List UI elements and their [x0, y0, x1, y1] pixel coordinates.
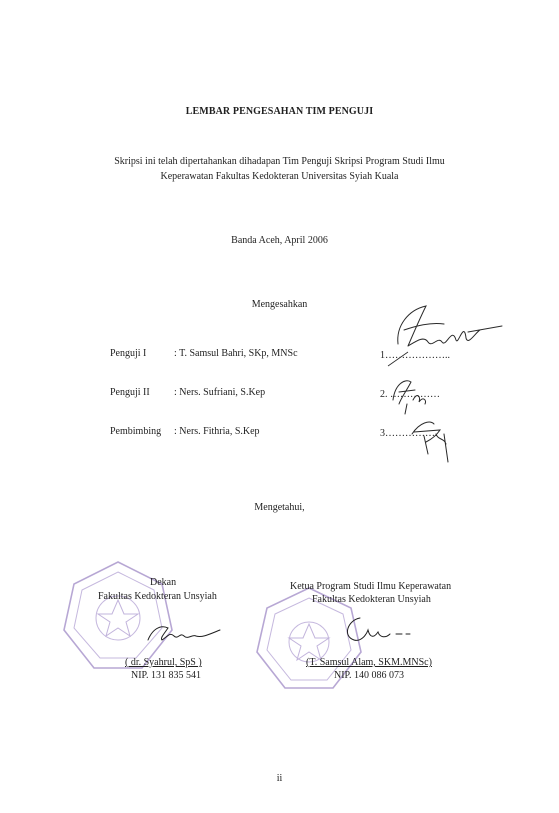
place-date: Banda Aceh, April 2006 — [231, 235, 328, 246]
intro-line-1: Skripsi ini telah dipertahankan dihadapan Tim Penguji Skripsi Program Studi Ilmu — [114, 156, 445, 167]
examiner-3-name: : Ners. Fithria, S.Kep — [174, 426, 260, 437]
dean-faculty: Fakultas Kedokteran Unsyiah — [98, 591, 217, 602]
intro-line-2: Keperawatan Fakultas Kedokteran Universitas Syiah Kuala — [160, 171, 399, 182]
page-number: ii — [276, 773, 283, 784]
dean-signature — [140, 612, 230, 652]
dean-nip: NIP. 131 835 541 — [131, 670, 202, 681]
mengesahkan-heading: Mengesahkan — [251, 299, 308, 310]
dean-title: Dekan — [150, 577, 177, 588]
examiner-1-signature — [368, 296, 508, 376]
mengetahui-heading: Mengetahui, — [254, 502, 305, 513]
head-signature — [336, 608, 416, 652]
examiner-2-role: Penguji II — [110, 387, 150, 398]
examiner-3-signature — [400, 410, 460, 466]
examiner-2-signature-line: 2. …………… — [380, 389, 440, 400]
examiner-3-role: Pembimbing — [110, 426, 162, 437]
examiner-1-signature-line: 1……………….. — [380, 350, 450, 361]
examiner-1-name: : T. Samsul Bahri, SKp, MNSc — [174, 348, 298, 359]
document-title: LEMBAR PENGESAHAN TIM PENGUJI — [185, 106, 374, 117]
head-name: (T. Samsul Alam, SKM.MNSc) — [306, 657, 432, 668]
examiner-3-signature-line: 3……………. — [380, 428, 438, 439]
head-nip: NIP. 140 086 073 — [334, 670, 405, 681]
examiner-1-role: Penguji I — [110, 348, 147, 359]
intro-paragraph — [0, 154, 559, 184]
dean-name: ( dr. Syahrul, SpS ) — [125, 657, 202, 668]
head-title: Ketua Program Studi Ilmu Keperawatan — [290, 581, 452, 592]
head-faculty: Fakultas Kedokteran Unsyiah — [312, 594, 431, 605]
examiner-2-name: : Ners. Sufriani, S.Kep — [174, 387, 266, 398]
